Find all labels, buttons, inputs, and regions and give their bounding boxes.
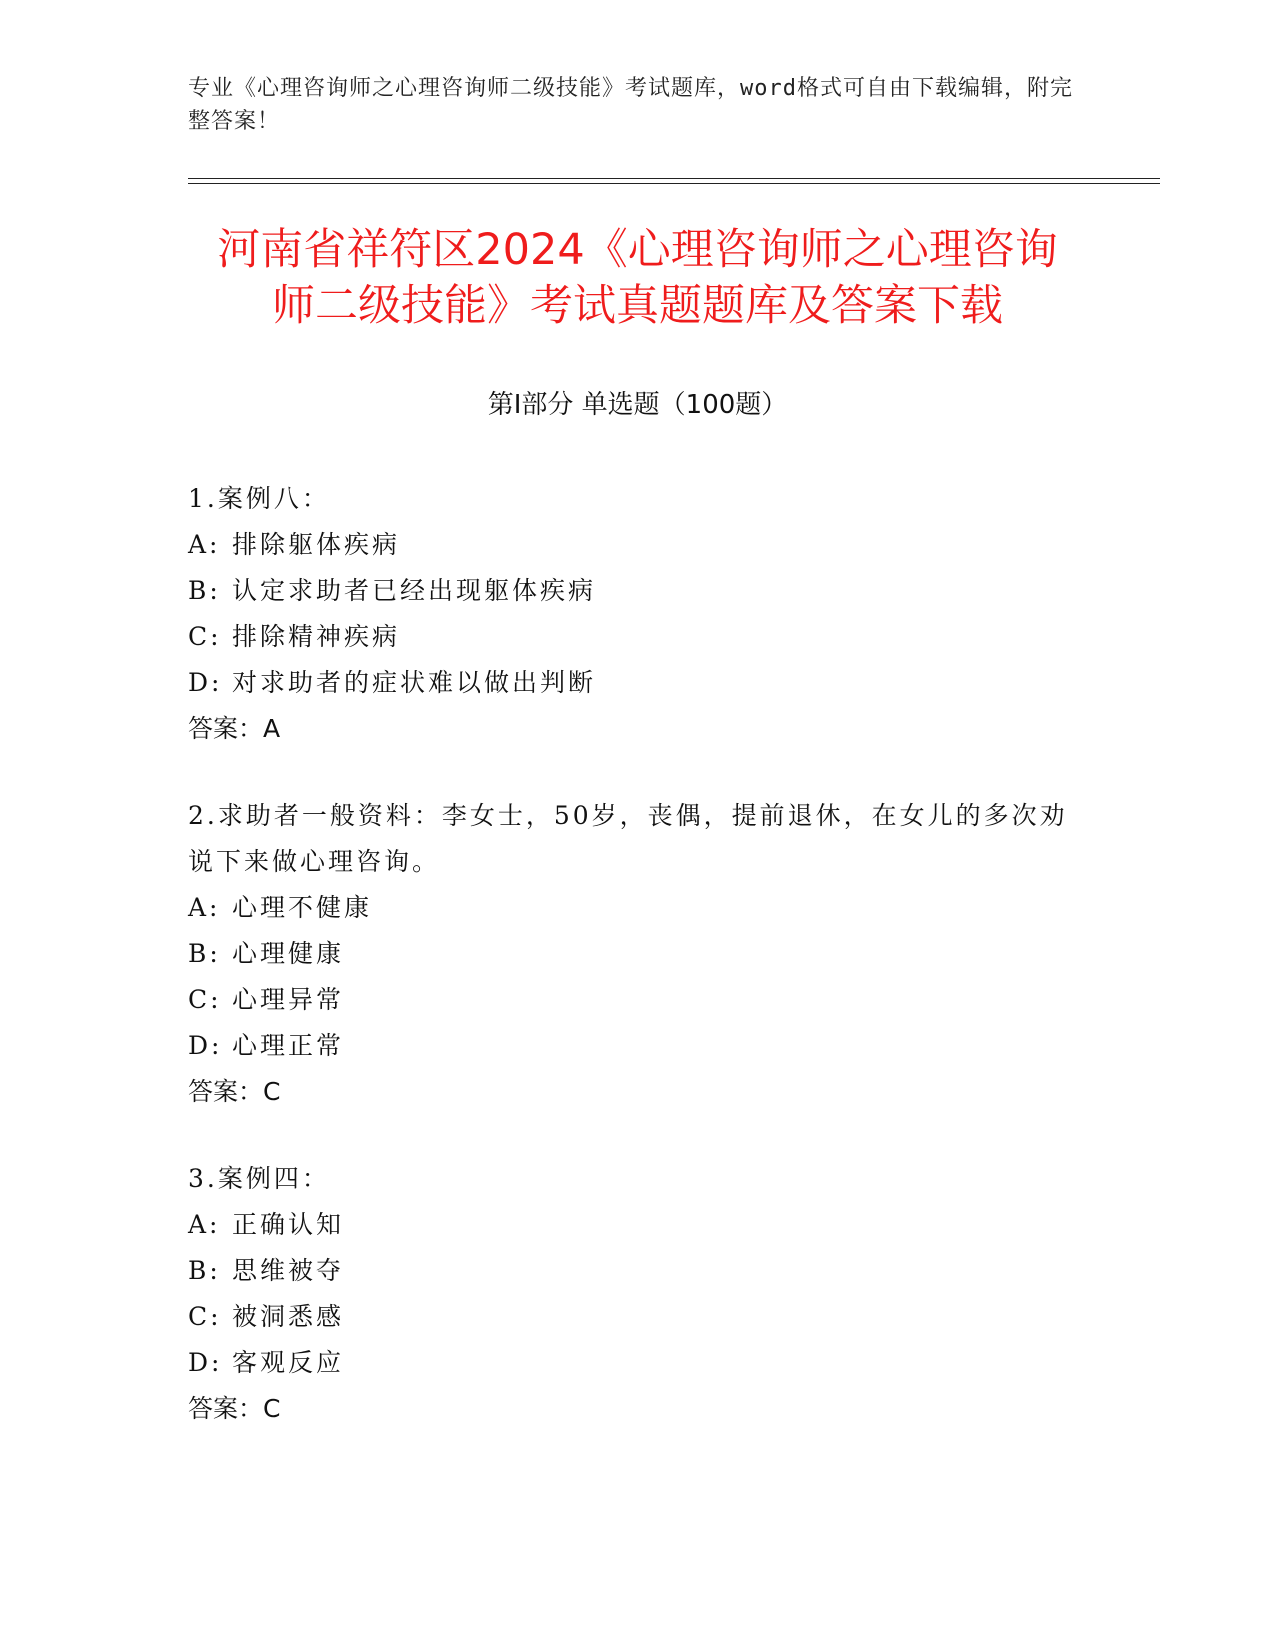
option-text: 排除躯体疾病 <box>232 530 401 559</box>
option-letter: C: <box>188 985 222 1014</box>
option-text: 认定求助者已经出现躯体疾病 <box>232 576 597 605</box>
option-b <box>188 568 1088 614</box>
header-note: 专业《心理咨询师之心理咨询师二级技能》考试题库，word格式可自由下载编辑，附完整答案！ <box>188 76 1073 134</box>
document-title <box>150 222 1125 334</box>
option-text: 排除精神疾病 <box>232 622 401 651</box>
option-letter: C: <box>188 622 222 651</box>
question-1 <box>188 476 1088 752</box>
answer-line: 答案：C <box>188 1394 281 1423</box>
option-text: 心理异常 <box>232 985 345 1014</box>
option-letter: B: <box>188 939 221 968</box>
option-letter: D: <box>188 1031 223 1060</box>
option-letter: D: <box>188 1348 223 1377</box>
option-text: 心理正常 <box>232 1031 345 1060</box>
option-text: 正确认知 <box>232 1210 345 1239</box>
answer-line: 答案：A <box>188 714 281 743</box>
option-letter: A: <box>188 893 221 922</box>
answer-line: 答案：C <box>188 1077 281 1106</box>
section-title: 第Ⅰ部分 单选题（100题） <box>487 390 788 420</box>
option-letter: B: <box>188 1256 221 1285</box>
question-stem: 2.求助者一般资料：李女士，50岁，丧偶，提前退休，在女儿的多次劝说下来做心理咨询。 <box>188 801 1068 876</box>
header-divider-bottom <box>188 183 1160 184</box>
option-text: 心理健康 <box>232 939 345 968</box>
option-letter: B: <box>188 576 221 605</box>
option-c <box>188 614 1088 660</box>
option-text: 思维被夺 <box>232 1256 345 1285</box>
option-a <box>188 522 1088 568</box>
option-text: 客观反应 <box>232 1348 345 1377</box>
question-list <box>188 476 1088 1473</box>
option-text: 对求助者的症状难以做出判断 <box>232 668 597 697</box>
question-2 <box>188 793 1088 1115</box>
option-d <box>188 1023 1088 1069</box>
document-title-line-1: 河南省祥符区2024《心理咨询师之心理咨询 <box>217 225 1058 275</box>
question-stem: 1.案例八： <box>188 484 330 513</box>
option-text: 被洞悉感 <box>232 1302 345 1331</box>
option-d <box>188 660 1088 706</box>
option-text: 心理不健康 <box>232 893 373 922</box>
document-title-line-2: 师二级技能》考试真题题库及答案下载 <box>272 281 1003 331</box>
option-b <box>188 1248 1088 1294</box>
option-d <box>188 1340 1088 1386</box>
option-letter: D: <box>188 668 223 697</box>
option-a <box>188 1202 1088 1248</box>
option-c <box>188 1294 1088 1340</box>
header-divider-top <box>188 178 1160 179</box>
option-b <box>188 931 1088 977</box>
option-letter: A: <box>188 530 221 559</box>
option-c <box>188 977 1088 1023</box>
option-letter: A: <box>188 1210 221 1239</box>
option-a <box>188 885 1088 931</box>
option-letter: C: <box>188 1302 222 1331</box>
question-stem: 3.案例四： <box>188 1164 330 1193</box>
question-3 <box>188 1156 1088 1432</box>
